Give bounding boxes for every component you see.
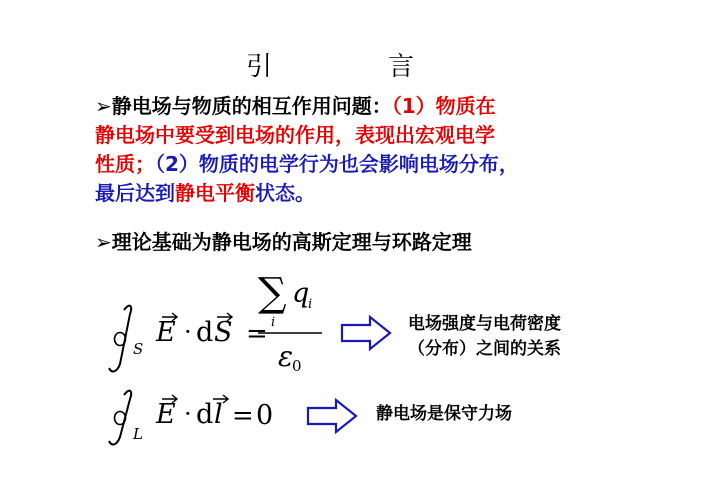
para1-line2: 静电场中要受到电场的作用，表现出宏观电学	[95, 123, 495, 147]
para1-part2-a: （2）物质的电学行为也会影响电场分布，	[155, 152, 519, 176]
e-symbol: E	[156, 399, 176, 430]
note-field-charge-relation	[408, 312, 561, 362]
d-symbol: d	[196, 399, 214, 430]
para1-line1	[95, 92, 595, 121]
sum-subscript: i	[271, 315, 276, 330]
note1-line2: （分布）之间的关系	[408, 339, 561, 359]
s-symbol: S	[214, 317, 233, 348]
para1-ending: 状态。	[255, 181, 315, 205]
para1-part1-a: （1）物质在	[391, 94, 496, 118]
right-arrow-icon	[340, 315, 392, 351]
integral-sub-s: S	[133, 340, 144, 358]
gauss-law-equation	[100, 262, 340, 387]
para2-text: 理论基础为静电场的高斯定理与环路定理	[111, 230, 472, 254]
note-conservative-field: 静电场是保守力场	[376, 404, 512, 424]
para1-part2-b: 最后达到	[95, 181, 175, 205]
q-subscript: i	[308, 297, 313, 312]
sum-symbol: ∑	[258, 270, 287, 316]
bullet-paragraph-2	[95, 226, 472, 255]
para1-intro: 静电场与物质的相互作用问题：	[111, 94, 392, 118]
bullet-arrow-icon: ➢	[95, 230, 112, 254]
bullet-paragraph-1	[95, 92, 595, 208]
l-symbol: l	[214, 399, 223, 430]
para1-highlight: 静电平衡	[175, 181, 255, 205]
para1-line3	[95, 150, 595, 179]
integral-sub-l: L	[133, 425, 143, 443]
zero-symbol: 0	[256, 400, 274, 431]
bullet-arrow-icon: ➢	[95, 94, 112, 118]
equals-sign: =	[232, 401, 254, 431]
integral-sign	[109, 391, 131, 445]
dot-operator: ·	[184, 318, 192, 346]
para1-line4	[95, 179, 595, 208]
d-symbol: d	[196, 317, 214, 348]
integral-sign	[109, 306, 131, 372]
dot-operator: ·	[184, 400, 192, 428]
epsilon-subscript: 0	[292, 357, 302, 375]
integral-circle	[115, 412, 126, 425]
e-symbol: E	[156, 317, 176, 348]
right-arrow-icon	[306, 398, 358, 434]
integral-circle	[115, 333, 126, 346]
note1-line1: 电场强度与电荷密度	[408, 314, 561, 334]
title-char-1: 引	[246, 52, 273, 82]
title-char-2: 言	[388, 52, 415, 82]
epsilon-symbol: ε	[278, 340, 294, 373]
equals-sign: =	[246, 319, 268, 349]
para1-part1-c: 性质；	[95, 152, 155, 176]
circulation-theorem-equation	[100, 385, 280, 450]
q-symbol: q	[292, 278, 310, 309]
